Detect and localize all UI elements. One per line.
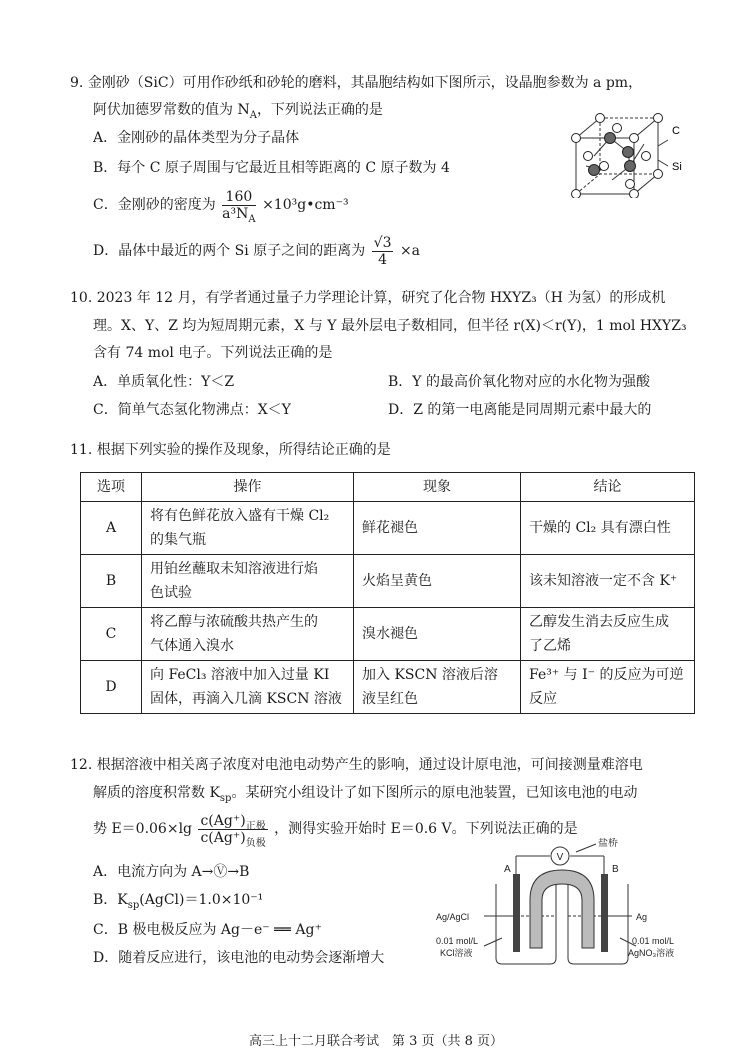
q12-option-b-text: B．K <box>93 892 128 908</box>
q12-den-text: c(Ag⁺) <box>200 829 246 846</box>
voltmeter-label: V <box>556 852 564 863</box>
q9-number: 9. <box>70 75 84 91</box>
q12-den-sub: 负极 <box>245 837 266 849</box>
right-beaker <box>568 884 628 964</box>
row-d-conclusion <box>521 661 695 714</box>
row-a-operation <box>142 502 354 555</box>
row-d-conc-line2: 反应 <box>529 691 557 707</box>
row-c-phenomenon: 溴水褪色 <box>354 608 521 661</box>
q12-formula-numerator <box>198 813 267 830</box>
q9-option-d-tail: ×a <box>399 243 421 259</box>
q9-option-d <box>93 232 420 270</box>
q9-stem-2-sub: A <box>249 109 257 121</box>
header-phenomenon: 现象 <box>354 473 521 502</box>
q9-option-c-unit: ×10³g•cm⁻³ <box>262 197 349 213</box>
q12-formula-prefix: 势 E＝0.06×lg <box>93 821 193 837</box>
row-d-op-line1: 向 FeCl₃ 溶液中加入过量 KI <box>150 667 330 683</box>
row-d-phenomenon <box>354 661 521 714</box>
q12-option-d: D．随着反应进行，该电池的电动势会逐渐增大 <box>93 950 385 966</box>
q9-stem-2: 阿伏加德罗常数的值为 N <box>93 102 250 118</box>
electrode-a-label: A <box>504 864 511 875</box>
left-electrode-label: Ag/AgCl <box>436 912 470 922</box>
galvanic-cell-figure <box>436 838 692 978</box>
q10-line2: 理。X、Y、Z 均为短周期元素，X 与 Y 最外层电子数相同，但半径 r(X)＜r(Y)，1 mol HXYZ₃ <box>93 318 687 334</box>
row-b-op-line2: 色试验 <box>150 585 192 601</box>
q12-formula-denominator <box>198 829 267 849</box>
left-beaker <box>496 884 556 964</box>
salt-bridge <box>530 870 594 948</box>
q9-option-d-denominator: 4 <box>378 251 388 268</box>
table-row <box>81 502 695 555</box>
salt-bridge-label: 盐桥 <box>598 838 618 849</box>
q9-option-c-text: C．金刚砂的密度为 <box>93 197 216 213</box>
right-electrode-label: Ag <box>636 912 648 922</box>
row-b-phenomenon: 火焰呈黄色 <box>354 555 521 608</box>
q12-number: 12. <box>70 757 93 773</box>
electrode-a <box>513 874 520 952</box>
q12-num-text: c(Ag⁺) <box>200 812 246 829</box>
q10-option-b: B．Y 的最高价氧化物对应的水化物为强酸 <box>388 374 650 390</box>
q12-formula-end: ，测得实验开始时 E＝0.6 V。下列说法正确的是 <box>274 821 578 837</box>
q11-number: 11. <box>70 442 93 458</box>
row-a-op-line1: 将有色鲜花放入盛有干燥 Cl₂ <box>150 508 330 524</box>
q9-option-a: A．金刚砂的晶体类型为分子晶体 <box>93 130 300 146</box>
q9-option-d-text: D．晶体中最近的两个 Si 原子之间的距离为 <box>93 243 366 259</box>
table-header-row <box>81 473 695 502</box>
header-operation: 操作 <box>142 473 354 502</box>
table-row <box>81 608 695 661</box>
row-d-option: D <box>81 661 142 714</box>
q10-number: 10. <box>70 290 93 306</box>
sic-unit-cell-figure <box>568 110 688 198</box>
row-a-option: A <box>81 502 142 555</box>
row-c-conc-line1: 乙醇发生消去反应生成 <box>529 614 669 630</box>
row-b-conclusion: 该未知溶液一定不含 K⁺ <box>521 555 695 608</box>
q11-line1 <box>70 440 391 460</box>
q12-stem-2-sub: sp <box>219 792 232 804</box>
q12-option-c: C．B 极电极反应为 Ag－e⁻ ══ Ag⁺ <box>93 922 322 938</box>
q9-option-c-den-text: a³N <box>222 205 249 222</box>
q12-stem-1: 根据溶液中相关离子浓度对电池电动势产生的影响，通过设计原电池，可间接测量难溶电 <box>96 757 643 773</box>
table-row <box>81 555 695 608</box>
header-option: 选项 <box>81 473 142 502</box>
table-row <box>81 661 695 714</box>
q12-option-b-sub: sp <box>127 899 140 911</box>
q12-num-sub: 正极 <box>245 820 266 832</box>
q12-stem-2-end: 。某研究小组设计了如下图所示的原电池装置，已知该电池的电动 <box>231 785 638 801</box>
header-conclusion: 结论 <box>521 473 695 502</box>
q10-option-c: C．简单气态氢化物沸点：X＜Y <box>93 402 291 418</box>
row-b-option: B <box>81 555 142 608</box>
row-c-op-line1: 将乙醇与浓硫酸共热产生的 <box>150 614 318 630</box>
row-b-operation <box>142 555 354 608</box>
row-a-op-line2: 的集气瓶 <box>150 532 206 548</box>
left-solution-name: KCl溶液 <box>440 948 473 958</box>
row-c-operation <box>142 608 354 661</box>
electrode-b-label: B <box>612 864 619 875</box>
row-a-conclusion: 干燥的 Cl₂ 具有漂白性 <box>521 502 695 555</box>
right-solution-name: AgNO₃溶液 <box>628 948 675 958</box>
q11-stem: 根据下列实验的操作及现象，所得结论正确的是 <box>96 442 391 458</box>
q9-stem-2-end: ，下列说法正确的是 <box>256 102 383 118</box>
left-solution-conc: 0.01 mol/L <box>436 936 479 946</box>
figure-label-si: Si <box>672 161 682 173</box>
row-b-op-line1: 用铂丝蘸取未知溶液进行焰 <box>150 561 318 577</box>
q12-option-b <box>93 890 263 910</box>
row-a-phenomenon: 鲜花褪色 <box>354 502 521 555</box>
row-c-conclusion <box>521 608 695 661</box>
q10-stem-1: 2023 年 12 月，有学者通过量子力学理论计算，研究了化合物 HXYZ₃（H 为氢）的形成机 <box>96 290 666 306</box>
right-solution-conc: 0.01 mol/L <box>632 936 675 946</box>
row-c-option: C <box>81 608 142 661</box>
q9-option-c <box>93 186 349 224</box>
q9-option-c-numerator: 160 <box>222 189 255 206</box>
electrode-b <box>601 874 608 952</box>
row-d-phen-line1: 加入 KSCN 溶液后溶 <box>362 667 498 683</box>
q9-line2 <box>93 100 383 120</box>
row-d-operation <box>142 661 354 714</box>
q9-stem-1: 金刚砂（SiC）可用作砂纸和砂轮的磨料，其晶胞结构如下图所示，设晶胞参数为 a pm， <box>87 75 643 91</box>
q9-option-d-numerator: √3 <box>373 234 392 251</box>
row-d-conc-line1: Fe³⁺ 与 I⁻ 的反应为可逆 <box>529 667 684 683</box>
q12-option-a: A．电流方向为 A→Ⓥ→B <box>93 864 250 880</box>
page-footer: 高三上十二月联合考试 第 3 页（共 8 页） <box>248 1034 504 1049</box>
experiment-table <box>80 472 695 714</box>
q12-stem-2: 解质的溶度积常数 K <box>93 785 220 801</box>
q9-option-c-den-sub: A <box>248 213 256 225</box>
row-d-phen-line2: 液呈红色 <box>362 691 418 707</box>
q10-option-d: D．Z 的第一电离能是同周期元素中最大的 <box>388 402 652 418</box>
row-d-op-line2: 固体，再滴入几滴 KSCN 溶液 <box>150 691 342 707</box>
figure-label-c: C <box>672 125 680 137</box>
q10-line3: 含有 74 mol 电子。下列说法正确的是 <box>93 345 333 361</box>
q9-line1 <box>70 73 642 93</box>
q9-option-d-fraction <box>372 235 394 268</box>
q12-formula-fraction <box>198 812 267 849</box>
q12-line2 <box>93 783 637 803</box>
row-c-op-line2: 气体通入溴水 <box>150 638 234 654</box>
q10-option-a: A．单质氧化性：Y＜Z <box>93 374 235 390</box>
q9-option-c-fraction <box>222 188 256 225</box>
q9-option-b: B．每个 C 原子周围与它最近且相等距离的 C 原子数为 4 <box>93 160 450 176</box>
q12-option-b-tail: (AgCl)＝1.0×10⁻¹ <box>139 892 264 908</box>
q9-option-c-denominator <box>222 205 256 225</box>
row-c-conc-line2: 了乙烯 <box>529 638 571 654</box>
q10-line1 <box>70 288 665 308</box>
q12-line1 <box>70 755 643 775</box>
